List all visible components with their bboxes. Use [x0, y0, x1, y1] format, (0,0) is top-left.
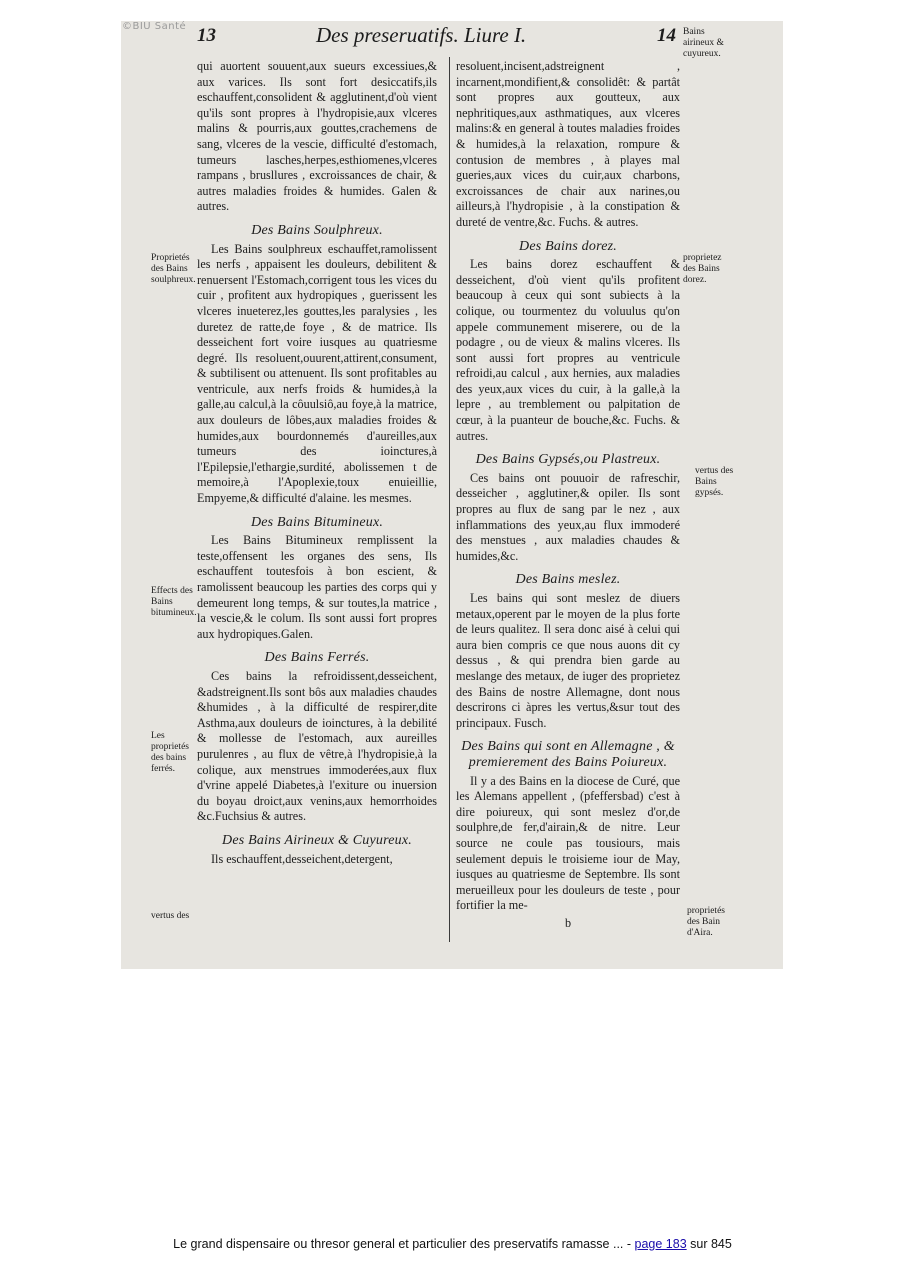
margin-note-airineux-left: vertus des	[151, 911, 190, 921]
section-text: Il y a des Bains en la diocese de Curé, que les Alemans appellent , (pfeffersbad) c'est à dire poiureux, qui sont meslez d'or,de soulphre,de fer,d'airain,& de nitre. Leur source ne coule pas tousiours, mais seulement depuis le troisieme iour de May, iusques au quatriesme de Septembre. Ils sont merueilleux pour les douleurs de teste , pour fortifier la me-	[456, 773, 680, 913]
section-heading: Des Bains qui sont en Allemagne , & premierement des Bains Poiureux.	[461, 739, 675, 770]
section-text: Ils eschauffent,desseichent,detergent,	[211, 851, 393, 866]
margin-note-gypses: vertus des Bains gypsés.	[695, 466, 734, 498]
left-column	[197, 59, 437, 867]
section-heading: Des Bains Bitumineux.	[250, 514, 384, 530]
page-link[interactable]: page 183	[634, 1237, 687, 1251]
footer-caption	[0, 1237, 905, 1251]
section-heading: Des Bains Airineux & Cuyureux.	[222, 832, 412, 848]
footer-title: Le grand dispensaire ou thresor general et particulier des preservatifs ramasse ... -	[173, 1237, 635, 1251]
section-text: Les bains dorez eschauffent & desseichent, d'où vient qu'ils profitent beaucoup à ceux qui sont subiects à la colique, ou tourmentez du voluulus qu'on appele communement miserere, ou de la podagre , ou de vieux & malins vlceres. Ils sont aussi fort propres au ventricule refroidi,au calcul , aux hernies, aux maladies des yeux,aux vices du cuir, à la galle,à la lepre , au tremblement ou palpitation de cœur, à la puanteur de bouche,&c. Fuchs. & autres.	[456, 257, 680, 443]
section-text: Les Bains soulphreux eschauffet,ramolissent les nerfs , appaisent les douleurs, debilitent & renuersent l'Estomach,corrigent tous les vices du cuir , profitent aux hydropiques , guerissent les vlceres inueterez,les gouttes,les paralysies , les duretez de ratte,de foye , & de matrice. Ils desseichent fort voire iusques au quatriesme degré. Ils resoluent,ouurent,attirent,consument, & subtilisent ou attenuent. Ils sont profitables au ventricule, aux nerfs froids & humides,à la galle,au calcul,à la côuulsiô,au foye,à la matrice, aux douleurs de lôbes,aux maladies froides & humides,aux bourdonnemés d'aureilles,aux tumeurs des ioinctures,à l'Epilepsie,l'ethargie,surdité, abolissemen t de memoire,à l'Apoplexie,toux enuieillie, Empyeme,& difficulté d'alaine. les mesmes.	[197, 241, 437, 506]
page-number-right: 14	[657, 25, 676, 46]
right-column	[456, 59, 680, 931]
margin-note-dorez: proprietez des Bains dorez.	[683, 253, 722, 285]
margin-note-aira: proprietés des Bain d'Aira.	[687, 906, 725, 938]
footer-total: sur 845	[686, 1237, 732, 1251]
margin-note-ferres: Les proprietés des bains ferrés.	[151, 731, 189, 774]
margin-note-bitumineux: Effects des Bains bitumineux.	[151, 586, 197, 618]
section-heading: Des Bains dorez.	[519, 238, 617, 254]
page-number-left: 13	[197, 25, 216, 46]
scanned-page	[121, 21, 783, 969]
section-text: Ces bains ont pouuoir de rafreschir, desseicher , agglutiner,& opiler. Ils sont propres au flux de sang par le nez , aux inflammations des yeux,au flux immoderé des menstues , aux maladies chaudes & humides,&c.	[456, 470, 680, 563]
signature-mark: b	[564, 915, 572, 930]
section-text: Les Bains Bitumineux remplissent la teste,offensent les organes des sens, Ils eschauffent toutesfois à bon escient, & ramolissent beaucoup les parties des corps qui y demeurent long temps, & sur toutes,la matrice , la vescie,& le colum. Ils sont aussi fort propres aux hydropiques.Galen.	[197, 533, 437, 641]
running-title: Des preseruatifs. Liure I.	[316, 23, 527, 47]
section-heading: Des Bains Gypsés,ou Plastreux.	[475, 452, 661, 468]
left-continuation: qui auortent souuent,aux sueurs excessiues,& aux varices. Ils sont fort desiccatifs,ils eschauffent,consolident & agglutinent,d'où vient qu'ils sont propres à l'hydropisie,aux vlceres malins & pourris,aux gouttes,crachemens de sang, vlceres de la vescie, difficulté d'estomach, tumeurs lasches,herpes,esthiomenes,vlceres rampans , brusllures , excroissances de chair, & autres maladies froides & humides. Galen & autres.	[197, 59, 437, 214]
section-heading: Des Bains Soulphreux.	[251, 222, 383, 238]
margin-note-airineux-right: Bains airineux & cuyureux.	[683, 27, 724, 59]
margin-note-soulphreux: Proprietés des Bains soulphreux.	[151, 253, 196, 285]
section-heading: Des Bains meslez.	[515, 572, 621, 588]
watermark: ©BIU Santé	[122, 21, 187, 32]
section-text: Ces bains la refroidissent,desseichent, &adstreignent.Ils sont bôs aux maladies chaudes &humides , à la difficulté de respirer,dite Asthma,aux douleurs de ioinctures, à la debilité & mollesse de l'estomach, aux aureilles purulenres , au flux de vêtre,à l'hydropisie,à la colique, aux menstrues immoderées,aux flux d'vrine appelé Diabetes,à l'exiture ou inuersion du boyau droict,aux venins,aux hemorrhoides &c.Fuchsius & autres.	[197, 668, 437, 824]
column-divider	[449, 57, 450, 942]
section-heading: Des Bains Ferrés.	[264, 650, 370, 666]
right-continuation: resoluent,incisent,adstreignent , incarnent,mondifient,& consolidêt: & partât sont propres aux goutteux, aux nephritiques,aux asthmatiques, aux vlceres malins:& en general à toutes maladies froides & humides,à la relaxation, rompure & contusion de membres , à playes mal gueries,aux vices du cuir,aux charbons, excroissances de chair aux narines,ou ailleurs,à l'hydropisie , à la constipation & dureté de ventre,&c. Fuchs. & autres.	[456, 59, 680, 229]
section-text: Les bains qui sont meslez de diuers metaux,operent par le moyen de la plus forte de leurs qualitez. Il sera donc aisé à celui qui aura bien compris ce que nous auons dit cy dessus , & qui prendra bien garde au meslange des metaux, de iuger des proprietez des Bains de nostre Allemagne, dont nous descrirons ci àpres les vertus,&sur tout des principaux. Fusch.	[456, 591, 680, 730]
